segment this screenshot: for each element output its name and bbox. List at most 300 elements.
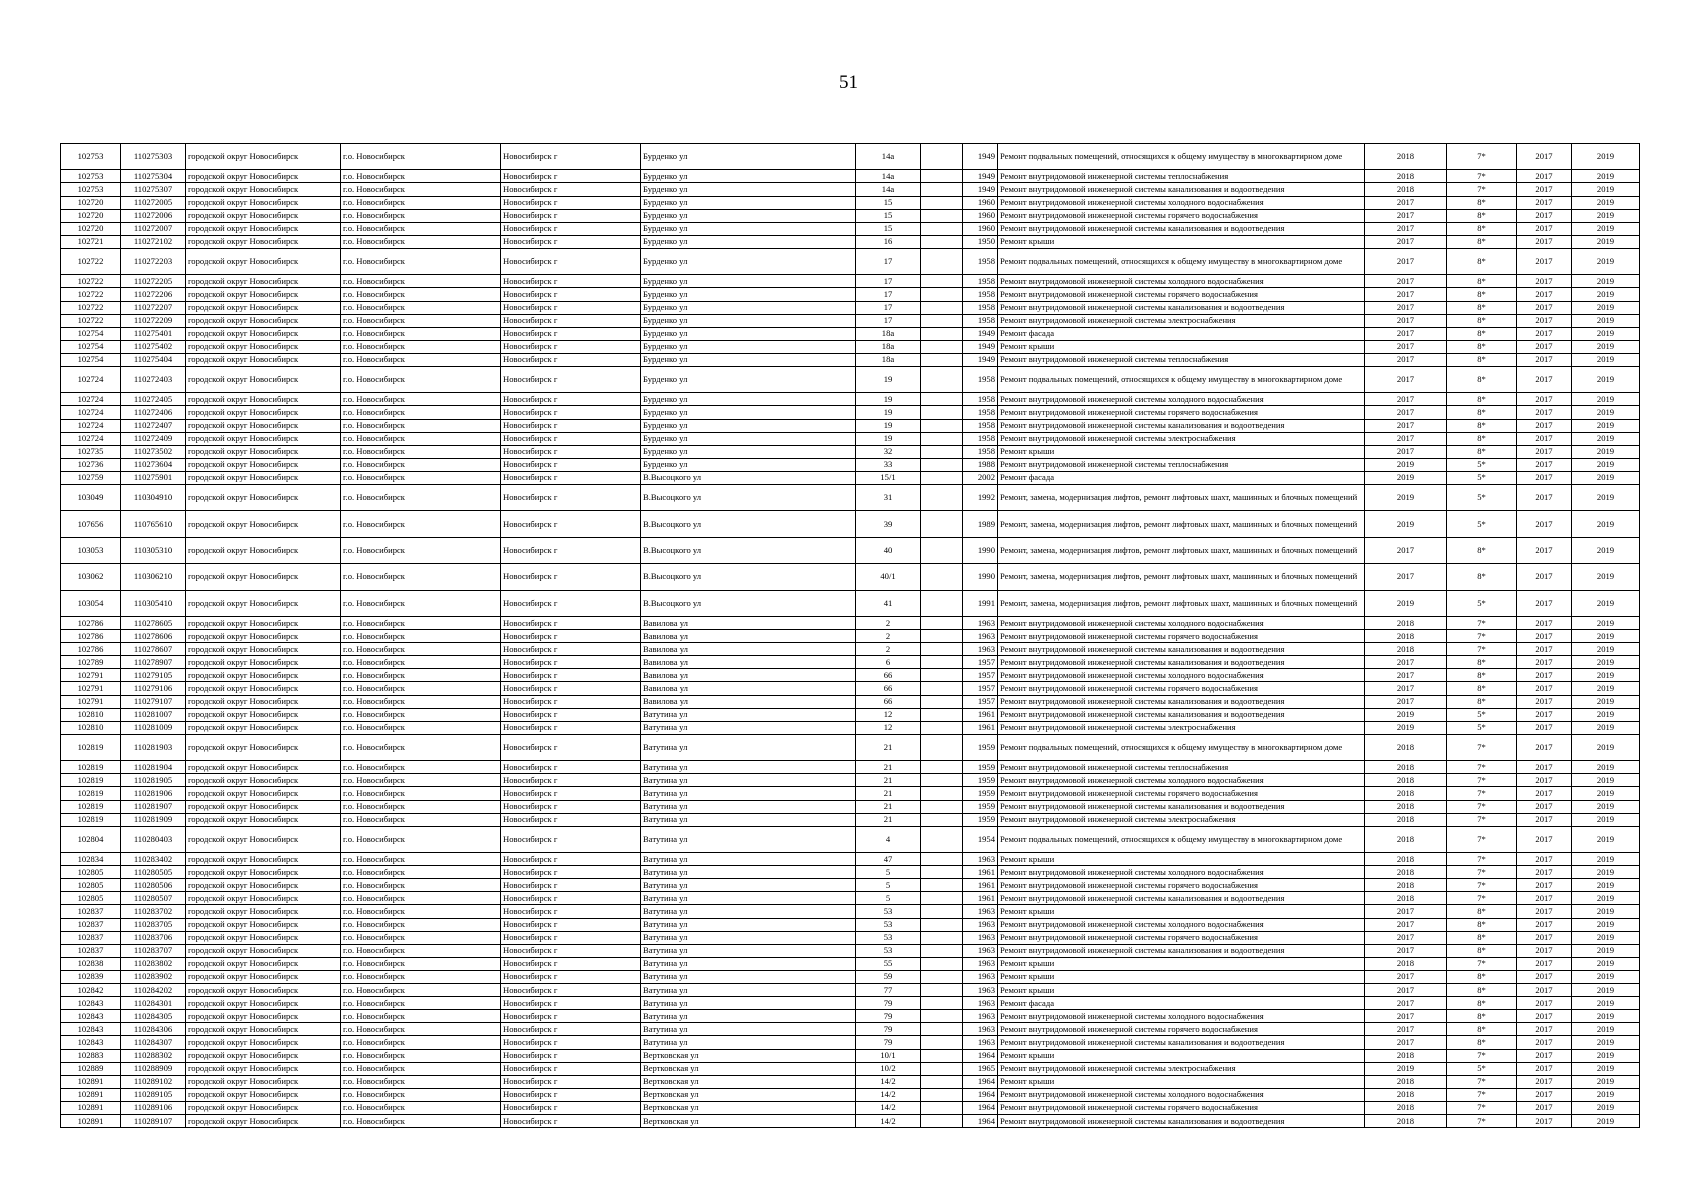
cell-period-start: 2017	[1517, 905, 1572, 918]
cell-priority: 8*	[1447, 367, 1517, 393]
cell-period-start: 2017	[1517, 970, 1572, 983]
cell-build-year: 1949	[963, 183, 998, 196]
cell-settlement: Новосибирск г	[501, 275, 641, 288]
cell-work-type: Ремонт внутридомовой инженерной системы холодного водоснабжения	[998, 669, 1365, 682]
cell-build-year: 1961	[963, 892, 998, 905]
cell-municipal-district: городской округ Новосибирск	[186, 774, 341, 787]
cell-plan-year: 2019	[1365, 721, 1447, 734]
cell-period-start: 2017	[1517, 471, 1572, 484]
cell-municipality: г.о. Новосибирск	[341, 708, 501, 721]
cell-street: Ватутина ул	[641, 879, 856, 892]
cell-build-year: 1963	[963, 643, 998, 656]
cell-priority: 7*	[1447, 734, 1517, 760]
cell-record-id: 110284301	[121, 997, 186, 1010]
cell-record-id: 110275307	[121, 183, 186, 196]
cell-street: Бурденко ул	[641, 327, 856, 340]
cell-plan-year: 2017	[1365, 669, 1447, 682]
cell-settlement: Новосибирск г	[501, 643, 641, 656]
cell-municipality: г.о. Новосибирск	[341, 353, 501, 366]
cell-house-number: 2	[856, 643, 921, 656]
cell-priority: 8*	[1447, 209, 1517, 222]
cell-period-start: 2017	[1517, 314, 1572, 327]
cell-period-end: 2019	[1572, 1114, 1640, 1127]
cell-record-id: 110283702	[121, 905, 186, 918]
cell-house-number: 16	[856, 235, 921, 248]
cell-municipality: г.о. Новосибирск	[341, 419, 501, 432]
cell-period-start: 2017	[1517, 761, 1572, 774]
cell-building	[921, 1075, 963, 1088]
cell-build-year: 1960	[963, 196, 998, 209]
cell-settlement: Новосибирск г	[501, 248, 641, 274]
cell-work-type: Ремонт внутридомовой инженерной системы теплоснабжения	[998, 170, 1365, 183]
cell-municipality: г.о. Новосибирск	[341, 944, 501, 957]
cell-period-end: 2019	[1572, 367, 1640, 393]
cell-record-id: 110278907	[121, 656, 186, 669]
cell-work-type: Ремонт внутридомовой инженерной системы холодного водоснабжения	[998, 617, 1365, 630]
cell-house-id: 103053	[61, 537, 121, 563]
cell-municipal-district: городской округ Новосибирск	[186, 617, 341, 630]
cell-work-type: Ремонт внутридомовой инженерной системы горячего водоснабжения	[998, 931, 1365, 944]
cell-municipal-district: городской округ Новосибирск	[186, 222, 341, 235]
cell-house-id: 102805	[61, 892, 121, 905]
table-row	[61, 656, 1640, 669]
repair-program-table	[60, 143, 1640, 1128]
cell-priority: 8*	[1447, 196, 1517, 209]
cell-priority: 8*	[1447, 656, 1517, 669]
cell-municipality: г.о. Новосибирск	[341, 984, 501, 997]
table-row	[61, 970, 1640, 983]
cell-plan-year: 2017	[1365, 564, 1447, 590]
cell-plan-year: 2018	[1365, 774, 1447, 787]
cell-work-type: Ремонт внутридомовой инженерной системы канализования и водоотведения	[998, 301, 1365, 314]
cell-street: Вертковская ул	[641, 1062, 856, 1075]
cell-plan-year: 2019	[1365, 708, 1447, 721]
cell-municipality: г.о. Новосибирск	[341, 957, 501, 970]
cell-build-year: 1958	[963, 393, 998, 406]
cell-settlement: Новосибирск г	[501, 590, 641, 616]
cell-build-year: 1957	[963, 669, 998, 682]
cell-street: Ватутина ул	[641, 800, 856, 813]
cell-period-start: 2017	[1517, 656, 1572, 669]
cell-municipal-district: городской округ Новосибирск	[186, 445, 341, 458]
cell-period-end: 2019	[1572, 734, 1640, 760]
cell-settlement: Новосибирск г	[501, 393, 641, 406]
cell-priority: 7*	[1447, 643, 1517, 656]
cell-house-number: 66	[856, 682, 921, 695]
cell-period-end: 2019	[1572, 892, 1640, 905]
cell-priority: 8*	[1447, 275, 1517, 288]
cell-work-type: Ремонт внутридомовой инженерной системы электроснабжения	[998, 314, 1365, 327]
cell-street: Ватутина ул	[641, 761, 856, 774]
cell-priority: 8*	[1447, 301, 1517, 314]
cell-house-id: 102786	[61, 643, 121, 656]
cell-municipal-district: городской округ Новосибирск	[186, 1114, 341, 1127]
cell-priority: 7*	[1447, 617, 1517, 630]
cell-building	[921, 826, 963, 852]
cell-period-end: 2019	[1572, 327, 1640, 340]
cell-period-start: 2017	[1517, 183, 1572, 196]
cell-house-id: 102819	[61, 787, 121, 800]
cell-plan-year: 2019	[1365, 485, 1447, 511]
cell-build-year: 1963	[963, 970, 998, 983]
cell-building	[921, 353, 963, 366]
table-row	[61, 1062, 1640, 1075]
cell-build-year: 1960	[963, 209, 998, 222]
cell-house-id: 102724	[61, 432, 121, 445]
cell-municipal-district: городской округ Новосибирск	[186, 682, 341, 695]
cell-settlement: Новосибирск г	[501, 656, 641, 669]
cell-municipality: г.о. Новосибирск	[341, 301, 501, 314]
cell-building	[921, 288, 963, 301]
cell-period-start: 2017	[1517, 209, 1572, 222]
cell-building	[921, 853, 963, 866]
cell-period-start: 2017	[1517, 235, 1572, 248]
cell-period-end: 2019	[1572, 209, 1640, 222]
table-row	[61, 275, 1640, 288]
cell-record-id: 110283802	[121, 957, 186, 970]
cell-build-year: 1963	[963, 1036, 998, 1049]
cell-house-id: 102810	[61, 721, 121, 734]
cell-street: Бурденко ул	[641, 314, 856, 327]
cell-street: Вертковская ул	[641, 1114, 856, 1127]
cell-priority: 7*	[1447, 892, 1517, 905]
cell-work-type: Ремонт подвальных помещений, относящихся к общему имуществу в многоквартирном доме	[998, 734, 1365, 760]
cell-house-id: 102724	[61, 406, 121, 419]
cell-municipality: г.о. Новосибирск	[341, 537, 501, 563]
cell-priority: 8*	[1447, 235, 1517, 248]
cell-period-start: 2017	[1517, 485, 1572, 511]
cell-period-end: 2019	[1572, 721, 1640, 734]
cell-record-id: 110289106	[121, 1101, 186, 1114]
cell-work-type: Ремонт внутридомовой инженерной системы холодного водоснабжения	[998, 1088, 1365, 1101]
cell-settlement: Новосибирск г	[501, 327, 641, 340]
cell-record-id: 110281904	[121, 761, 186, 774]
cell-house-id: 102724	[61, 367, 121, 393]
cell-municipality: г.о. Новосибирск	[341, 918, 501, 931]
cell-work-type: Ремонт внутридомовой инженерной системы электроснабжения	[998, 813, 1365, 826]
cell-period-start: 2017	[1517, 617, 1572, 630]
cell-period-start: 2017	[1517, 327, 1572, 340]
cell-period-end: 2019	[1572, 879, 1640, 892]
cell-house-number: 5	[856, 879, 921, 892]
cell-municipal-district: городской округ Новосибирск	[186, 761, 341, 774]
cell-period-start: 2017	[1517, 984, 1572, 997]
cell-municipal-district: городской округ Новосибирск	[186, 708, 341, 721]
cell-municipality: г.о. Новосибирск	[341, 734, 501, 760]
cell-work-type: Ремонт крыши	[998, 235, 1365, 248]
cell-house-number: 39	[856, 511, 921, 537]
cell-priority: 5*	[1447, 471, 1517, 484]
table-row	[61, 301, 1640, 314]
cell-work-type: Ремонт крыши	[998, 1049, 1365, 1062]
cell-house-id: 102759	[61, 471, 121, 484]
cell-street: Бурденко ул	[641, 367, 856, 393]
cell-record-id: 110275402	[121, 340, 186, 353]
cell-record-id: 110272406	[121, 406, 186, 419]
cell-record-id: 110284306	[121, 1023, 186, 1036]
cell-settlement: Новосибирск г	[501, 1114, 641, 1127]
cell-record-id: 110272209	[121, 314, 186, 327]
cell-period-start: 2017	[1517, 682, 1572, 695]
cell-period-end: 2019	[1572, 826, 1640, 852]
cell-plan-year: 2018	[1365, 630, 1447, 643]
cell-municipality: г.о. Новосибирск	[341, 183, 501, 196]
cell-street: В.Высоцкого ул	[641, 511, 856, 537]
table-row	[61, 327, 1640, 340]
cell-plan-year: 2019	[1365, 511, 1447, 537]
cell-municipal-district: городской округ Новосибирск	[186, 471, 341, 484]
cell-settlement: Новосибирск г	[501, 617, 641, 630]
table-row	[61, 183, 1640, 196]
cell-build-year: 1957	[963, 695, 998, 708]
cell-build-year: 1958	[963, 314, 998, 327]
cell-municipality: г.о. Новосибирск	[341, 393, 501, 406]
cell-house-number: 14а	[856, 170, 921, 183]
cell-build-year: 1989	[963, 511, 998, 537]
cell-work-type: Ремонт, замена, модернизация лифтов, ремонт лифтовых шахт, машинных и блочных помещений	[998, 537, 1365, 563]
table-row	[61, 1023, 1640, 1036]
cell-municipality: г.о. Новосибирск	[341, 275, 501, 288]
cell-municipal-district: городской округ Новосибирск	[186, 209, 341, 222]
table-row	[61, 931, 1640, 944]
cell-priority: 5*	[1447, 485, 1517, 511]
cell-municipality: г.о. Новосибирск	[341, 970, 501, 983]
cell-municipality: г.о. Новосибирск	[341, 222, 501, 235]
cell-period-end: 2019	[1572, 564, 1640, 590]
cell-house-id: 102754	[61, 327, 121, 340]
cell-municipality: г.о. Новосибирск	[341, 511, 501, 537]
cell-period-end: 2019	[1572, 183, 1640, 196]
cell-record-id: 110281906	[121, 787, 186, 800]
cell-period-end: 2019	[1572, 984, 1640, 997]
cell-build-year: 1949	[963, 144, 998, 170]
cell-plan-year: 2018	[1365, 734, 1447, 760]
cell-plan-year: 2018	[1365, 183, 1447, 196]
cell-period-start: 2017	[1517, 774, 1572, 787]
cell-build-year: 1963	[963, 931, 998, 944]
cell-build-year: 1963	[963, 630, 998, 643]
cell-work-type: Ремонт внутридомовой инженерной системы канализования и водоотведения	[998, 1036, 1365, 1049]
cell-street: Ватутина ул	[641, 944, 856, 957]
cell-work-type: Ремонт фасада	[998, 471, 1365, 484]
cell-period-end: 2019	[1572, 1049, 1640, 1062]
cell-period-start: 2017	[1517, 288, 1572, 301]
cell-building	[921, 1010, 963, 1023]
cell-record-id: 110273502	[121, 445, 186, 458]
cell-building	[921, 997, 963, 1010]
cell-priority: 8*	[1447, 905, 1517, 918]
cell-house-number: 5	[856, 866, 921, 879]
cell-municipal-district: городской округ Новосибирск	[186, 630, 341, 643]
cell-record-id: 110280403	[121, 826, 186, 852]
cell-record-id: 110283707	[121, 944, 186, 957]
cell-settlement: Новосибирск г	[501, 1075, 641, 1088]
cell-house-id: 103054	[61, 590, 121, 616]
cell-period-end: 2019	[1572, 708, 1640, 721]
cell-settlement: Новосибирск г	[501, 1010, 641, 1023]
cell-priority: 7*	[1447, 813, 1517, 826]
cell-settlement: Новосибирск г	[501, 340, 641, 353]
cell-house-number: 10/2	[856, 1062, 921, 1075]
cell-record-id: 110283706	[121, 931, 186, 944]
cell-period-start: 2017	[1517, 853, 1572, 866]
cell-building	[921, 918, 963, 931]
cell-municipal-district: городской округ Новосибирск	[186, 1023, 341, 1036]
cell-street: В.Высоцкого ул	[641, 537, 856, 563]
cell-build-year: 2002	[963, 471, 998, 484]
cell-build-year: 1958	[963, 432, 998, 445]
cell-municipal-district: городской округ Новосибирск	[186, 537, 341, 563]
cell-plan-year: 2017	[1365, 997, 1447, 1010]
cell-house-id: 102735	[61, 445, 121, 458]
cell-house-number: 17	[856, 288, 921, 301]
cell-street: Ватутина ул	[641, 997, 856, 1010]
cell-house-id: 102837	[61, 905, 121, 918]
cell-municipality: г.о. Новосибирск	[341, 826, 501, 852]
cell-street: Вавилова ул	[641, 617, 856, 630]
cell-period-start: 2017	[1517, 537, 1572, 563]
cell-municipal-district: городской округ Новосибирск	[186, 327, 341, 340]
cell-record-id: 110272206	[121, 288, 186, 301]
table-row	[61, 905, 1640, 918]
cell-street: Бурденко ул	[641, 458, 856, 471]
cell-street: Бурденко ул	[641, 235, 856, 248]
cell-period-start: 2017	[1517, 931, 1572, 944]
cell-build-year: 1965	[963, 1062, 998, 1075]
cell-house-number: 15	[856, 222, 921, 235]
cell-house-number: 17	[856, 275, 921, 288]
cell-build-year: 1958	[963, 367, 998, 393]
cell-building	[921, 721, 963, 734]
cell-build-year: 1957	[963, 682, 998, 695]
cell-period-end: 2019	[1572, 970, 1640, 983]
cell-record-id: 110278606	[121, 630, 186, 643]
cell-period-start: 2017	[1517, 826, 1572, 852]
cell-plan-year: 2017	[1365, 406, 1447, 419]
cell-house-number: 79	[856, 1010, 921, 1023]
cell-build-year: 1949	[963, 353, 998, 366]
cell-municipality: г.о. Новосибирск	[341, 787, 501, 800]
cell-period-end: 2019	[1572, 485, 1640, 511]
cell-plan-year: 2018	[1365, 643, 1447, 656]
cell-house-number: 33	[856, 458, 921, 471]
table-row	[61, 721, 1640, 734]
cell-period-start: 2017	[1517, 458, 1572, 471]
cell-street: Ватутина ул	[641, 708, 856, 721]
cell-street: Ватутина ул	[641, 787, 856, 800]
cell-record-id: 110279106	[121, 682, 186, 695]
cell-building	[921, 564, 963, 590]
cell-municipality: г.о. Новосибирск	[341, 800, 501, 813]
cell-period-start: 2017	[1517, 301, 1572, 314]
cell-building	[921, 1062, 963, 1075]
cell-period-start: 2017	[1517, 1075, 1572, 1088]
cell-period-start: 2017	[1517, 892, 1572, 905]
cell-priority: 7*	[1447, 1075, 1517, 1088]
page-number: 51	[839, 72, 858, 93]
cell-priority: 8*	[1447, 669, 1517, 682]
cell-house-id: 102791	[61, 682, 121, 695]
cell-build-year: 1949	[963, 170, 998, 183]
cell-house-number: 10/1	[856, 1049, 921, 1062]
cell-period-start: 2017	[1517, 1088, 1572, 1101]
cell-work-type: Ремонт внутридомовой инженерной системы канализования и водоотведения	[998, 419, 1365, 432]
cell-plan-year: 2019	[1365, 590, 1447, 616]
cell-building	[921, 393, 963, 406]
table-row	[61, 432, 1640, 445]
table-row	[61, 761, 1640, 774]
cell-settlement: Новосибирск г	[501, 984, 641, 997]
cell-period-start: 2017	[1517, 432, 1572, 445]
cell-period-start: 2017	[1517, 170, 1572, 183]
cell-work-type: Ремонт внутридомовой инженерной системы канализования и водоотведения	[998, 708, 1365, 721]
cell-street: Бурденко ул	[641, 353, 856, 366]
cell-house-number: 66	[856, 669, 921, 682]
table-row	[61, 669, 1640, 682]
cell-house-number: 6	[856, 656, 921, 669]
cell-work-type: Ремонт внутридомовой инженерной системы горячего водоснабжения	[998, 682, 1365, 695]
cell-municipality: г.о. Новосибирск	[341, 209, 501, 222]
cell-building	[921, 617, 963, 630]
cell-municipal-district: городской округ Новосибирск	[186, 656, 341, 669]
cell-municipality: г.о. Новосибирск	[341, 170, 501, 183]
cell-work-type: Ремонт крыши	[998, 340, 1365, 353]
cell-period-start: 2017	[1517, 695, 1572, 708]
cell-municipal-district: городской округ Новосибирск	[186, 1101, 341, 1114]
cell-period-end: 2019	[1572, 406, 1640, 419]
cell-house-id: 102754	[61, 340, 121, 353]
cell-plan-year: 2017	[1365, 288, 1447, 301]
cell-work-type: Ремонт крыши	[998, 957, 1365, 970]
cell-work-type: Ремонт внутридомовой инженерной системы горячего водоснабжения	[998, 1023, 1365, 1036]
cell-municipality: г.о. Новосибирск	[341, 288, 501, 301]
cell-record-id: 110272205	[121, 275, 186, 288]
cell-house-number: 79	[856, 1023, 921, 1036]
cell-priority: 8*	[1447, 984, 1517, 997]
cell-settlement: Новосибирск г	[501, 144, 641, 170]
cell-building	[921, 970, 963, 983]
cell-period-end: 2019	[1572, 630, 1640, 643]
cell-street: Бурденко ул	[641, 301, 856, 314]
cell-municipality: г.о. Новосибирск	[341, 1049, 501, 1062]
cell-municipal-district: городской округ Новосибирск	[186, 944, 341, 957]
cell-street: Бурденко ул	[641, 209, 856, 222]
cell-municipal-district: городской округ Новосибирск	[186, 485, 341, 511]
cell-street: Ватутина ул	[641, 813, 856, 826]
cell-period-end: 2019	[1572, 1010, 1640, 1023]
cell-municipal-district: городской округ Новосибирск	[186, 314, 341, 327]
cell-period-end: 2019	[1572, 617, 1640, 630]
cell-period-end: 2019	[1572, 314, 1640, 327]
cell-building	[921, 537, 963, 563]
cell-municipality: г.о. Новосибирск	[341, 905, 501, 918]
cell-record-id: 110289102	[121, 1075, 186, 1088]
cell-work-type: Ремонт фасада	[998, 327, 1365, 340]
cell-house-number: 41	[856, 590, 921, 616]
cell-priority: 7*	[1447, 1114, 1517, 1127]
cell-house-id: 102753	[61, 144, 121, 170]
table-row	[61, 564, 1640, 590]
cell-priority: 7*	[1447, 761, 1517, 774]
cell-house-id: 102891	[61, 1075, 121, 1088]
cell-plan-year: 2017	[1365, 367, 1447, 393]
cell-build-year: 1957	[963, 656, 998, 669]
cell-house-id: 102753	[61, 170, 121, 183]
cell-plan-year: 2018	[1365, 787, 1447, 800]
cell-work-type: Ремонт крыши	[998, 905, 1365, 918]
cell-period-end: 2019	[1572, 340, 1640, 353]
cell-record-id: 110279107	[121, 695, 186, 708]
